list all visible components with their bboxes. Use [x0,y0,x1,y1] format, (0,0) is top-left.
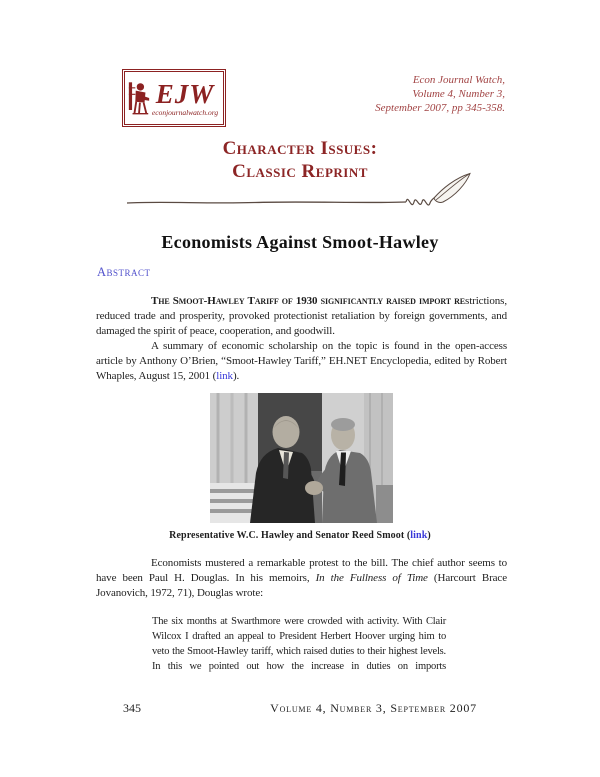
footer-page-number: 345 [123,701,141,715]
summary-text-close: ). [232,370,240,382]
abstract-body [96,294,507,384]
book-title-italic: In the Fullness of Time [315,572,428,584]
intro-paragraph-block [96,556,507,601]
section-heading-line2: Classic Reprint [232,161,368,182]
intro-text: Economists mustered a remarkable protest to the bill. The chief author seems to have been Paul H. Douglas. In his memoirs, [96,557,507,584]
photo-source-link[interactable]: link [410,530,428,541]
ejw-logo[interactable] [122,69,226,127]
journal-citation [375,73,505,115]
quill-pen-flourish-icon [125,170,477,216]
abstract-paragraph-1-rest: strictions, reduced trade and prosperity, provoked protectionist retaliation by foreign governments, and damaged the spirit of peace, cooperation, and goodwill. [96,295,507,337]
abstract-paragraph-1 [96,294,507,339]
logo-initials: EJW [155,78,215,109]
caption-text: Representative W.C. Hawley and Senator Reed Smoot ( [169,530,411,541]
abstract-paragraph-2 [96,339,507,384]
intro-text-after: (Harcourt Brace Jovanovich, 1972, 71), Douglas wrote: [96,572,507,599]
hawley-smoot-handshake-photo [210,393,393,523]
citation-line: Econ Journal Watch, [412,74,505,86]
section-heading-line1: Character Issues: [222,138,378,159]
article-title: Economists Against Smoot-Hawley [161,232,439,252]
abstract-lead-smallcaps: The Smoot-Hawley Tariff of 1930 significantly raised import re [151,295,466,307]
douglas-memoir-blockquote: The six months at Swarthmore were crowded with activity. With Clair Wilcox I drafted an appeal to President Herbert Hoover urging him to veto the Smoot-Hawley tariff, which raised duties to their highest levels. In this we pointed out how the increase in duties on imports [152,616,446,672]
encyclopedia-link[interactable]: link [216,370,233,382]
photo-caption [0,530,600,541]
intro-paragraph [96,556,507,601]
abstract-link[interactable]: Abstract [97,265,151,279]
footer-issue-info: Volume 4, Number 3, September 2007 [270,701,477,715]
citation-line: September 2007, pp 345-358. [375,102,505,114]
summary-text: A summary of economic scholarship on the topic is found in the open-access article by Anthony O’Brien, “Smoot-Hawley Tariff,” EH.NET Encyclopedia, edited by Robert Whaples, August 15, 2001 ( [96,340,507,382]
citation-line: Volume 4, Number 3, [412,88,505,100]
scribe-at-desk-icon [127,74,151,122]
caption-text-close: ) [427,530,431,541]
logo-site-url[interactable]: econjournalwatch.org [151,107,219,117]
